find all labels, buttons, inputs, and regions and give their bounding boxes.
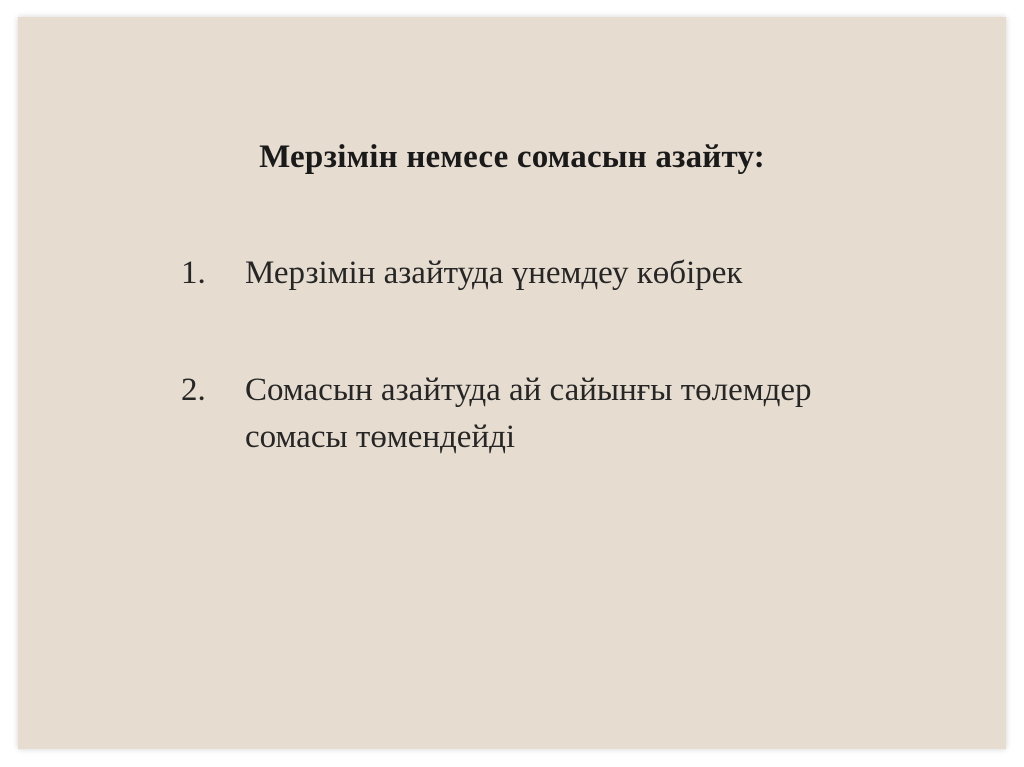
numbered-list — [181, 250, 941, 461]
list-item-number: 1. — [181, 255, 206, 291]
list-item-number: 2. — [181, 372, 206, 408]
list-item — [181, 367, 941, 461]
list-item-text: Мерзімін азайтуда үнемдеу көбірек — [245, 255, 743, 291]
list-item-text: Сомасын азайтуда ай сайынғы төлемдер сомасы төмендейді — [245, 372, 812, 455]
slide-title: Мерзімін немесе сомасын азайту: — [259, 139, 765, 175]
list-item — [181, 250, 941, 297]
